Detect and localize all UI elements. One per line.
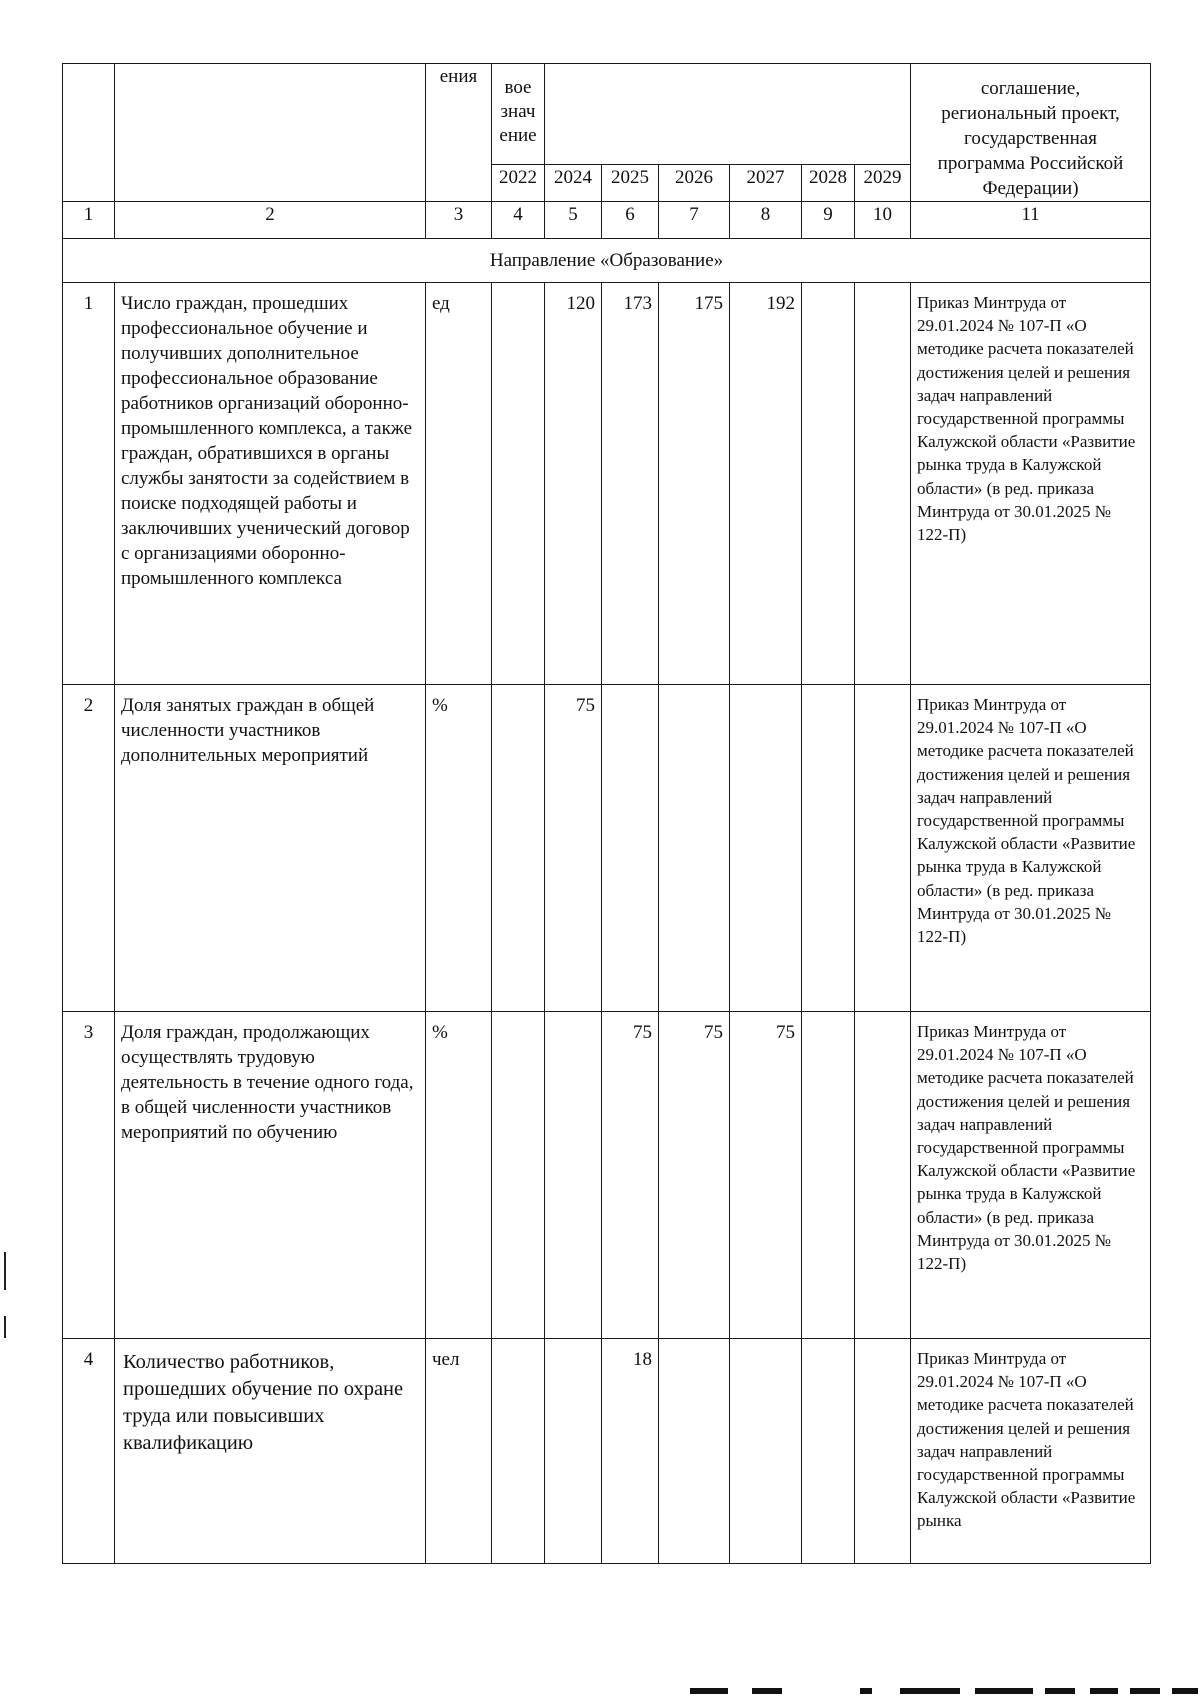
header-cell-name — [115, 64, 426, 202]
scan-mark-bottom — [1090, 1688, 1118, 1694]
unit-cell: % — [426, 685, 492, 1012]
value-2029 — [855, 1012, 911, 1339]
scan-mark-bottom — [1130, 1688, 1160, 1694]
value-2028 — [802, 1012, 855, 1339]
source-document: Приказ Минтруда от 29.01.2024 № 107-П «О методике расчета показателей достижения целей и решения задач направлений государственной программы Калужской области «Развитие рынка — [911, 1339, 1151, 1564]
header-unit-fragment: ения — [426, 64, 492, 202]
year-cell: 2029 — [855, 165, 911, 202]
source-document: Приказ Минтруда от 29.01.2024 № 107-П «О методике расчета показателей достижения целей и решения задач направлений государственной программы Калужской области «Развитие рынка труда в Калужской области» (в ред. приказа Минтруда от 30.01.2025 № 122-П) — [911, 685, 1151, 1012]
scan-mark-left — [4, 1316, 6, 1338]
year-cell: 2027 — [730, 165, 802, 202]
value-2024 — [545, 1339, 602, 1564]
year-cell: 2025 — [602, 165, 659, 202]
unit-cell: % — [426, 1012, 492, 1339]
base-value — [492, 1012, 545, 1339]
column-number: 5 — [545, 202, 602, 239]
value-2028 — [802, 1339, 855, 1564]
value-2026: 175 — [659, 283, 730, 685]
table-row — [63, 1339, 1151, 1564]
column-number: 8 — [730, 202, 802, 239]
scan-mark-bottom — [900, 1688, 960, 1694]
column-number: 7 — [659, 202, 730, 239]
indicator-name: Число граждан, прошедших профессиональное обучение и получивших дополнительное профессиональное образование работников организаций оборонно-промышленного комплекса, а также граждан, обратившихся в органы службы занятости за содействием в поиске подходящей работы и заключивших ученический договор с организациями оборонно-промышленного комплекса — [115, 283, 426, 685]
base-value — [492, 685, 545, 1012]
scan-mark-left — [4, 1252, 6, 1290]
header-base-fragment: вое знач ение — [492, 64, 545, 165]
row-number: 2 — [63, 685, 115, 1012]
value-2027: 192 — [730, 283, 802, 685]
base-value — [492, 1339, 545, 1564]
header-cell-number — [63, 64, 115, 202]
column-number: 2 — [115, 202, 426, 239]
header-period-cell — [545, 64, 911, 165]
unit-cell: чел — [426, 1339, 492, 1564]
value-2024: 75 — [545, 685, 602, 1012]
table-row — [63, 1012, 1151, 1339]
scan-mark-bottom — [1045, 1688, 1075, 1694]
table-row — [63, 283, 1151, 685]
year-cell: 2026 — [659, 165, 730, 202]
value-2024: 120 — [545, 283, 602, 685]
value-2026 — [659, 685, 730, 1012]
column-number: 10 — [855, 202, 911, 239]
value-2029 — [855, 685, 911, 1012]
unit-cell: ед — [426, 283, 492, 685]
indicator-name: Доля граждан, продолжающих осуществлять трудовую деятельность в течение одного года, в общей численности участников мероприятий по обучению — [115, 1012, 426, 1339]
indicators-table — [62, 63, 1151, 1564]
indicator-name: Доля занятых граждан в общей численности участников дополнительных мероприятий — [115, 685, 426, 1012]
scan-mark-bottom — [1172, 1688, 1198, 1694]
value-2028 — [802, 283, 855, 685]
value-2027: 75 — [730, 1012, 802, 1339]
header-row-top — [63, 64, 1151, 165]
column-number: 4 — [492, 202, 545, 239]
year-cell: 2028 — [802, 165, 855, 202]
scan-mark-bottom — [690, 1688, 728, 1694]
column-numbers-row — [63, 202, 1151, 239]
year-cell: 2022 — [492, 165, 545, 202]
value-2027 — [730, 685, 802, 1012]
source-document: Приказ Минтруда от 29.01.2024 № 107-П «О методике расчета показателей достижения целей и решения задач направлений государственной программы Калужской области «Развитие рынка труда в Калужской области» (в ред. приказа Минтруда от 30.01.2025 № 122-П) — [911, 1012, 1151, 1339]
indicator-name: Количество работников, прошедших обучение по охране труда или повысивших квалификацию — [115, 1339, 426, 1564]
header-source: соглашение, региональный проект, государственная программа Российской Федерации) — [911, 64, 1151, 202]
value-2026 — [659, 1339, 730, 1564]
value-2029 — [855, 283, 911, 685]
value-2028 — [802, 685, 855, 1012]
direction-title: Направление «Образование» — [63, 239, 1151, 283]
column-number: 11 — [911, 202, 1151, 239]
table-row — [63, 685, 1151, 1012]
value-2025 — [602, 685, 659, 1012]
scan-mark-bottom — [860, 1688, 872, 1694]
value-2024 — [545, 1012, 602, 1339]
row-number: 4 — [63, 1339, 115, 1564]
row-number: 3 — [63, 1012, 115, 1339]
base-value — [492, 283, 545, 685]
value-2025: 18 — [602, 1339, 659, 1564]
value-2027 — [730, 1339, 802, 1564]
column-number: 1 — [63, 202, 115, 239]
year-cell: 2024 — [545, 165, 602, 202]
source-document: Приказ Минтруда от 29.01.2024 № 107-П «О методике расчета показателей достижения целей и решения задач направлений государственной программы Калужской области «Развитие рынка труда в Калужской области» (в ред. приказа Минтруда от 30.01.2025 № 122-П) — [911, 283, 1151, 685]
value-2025: 75 — [602, 1012, 659, 1339]
scan-mark-bottom — [975, 1688, 1033, 1694]
value-2026: 75 — [659, 1012, 730, 1339]
column-number: 6 — [602, 202, 659, 239]
direction-row — [63, 239, 1151, 283]
column-number: 9 — [802, 202, 855, 239]
column-number: 3 — [426, 202, 492, 239]
row-number: 1 — [63, 283, 115, 685]
value-2025: 173 — [602, 283, 659, 685]
scan-mark-bottom — [752, 1688, 782, 1694]
value-2029 — [855, 1339, 911, 1564]
